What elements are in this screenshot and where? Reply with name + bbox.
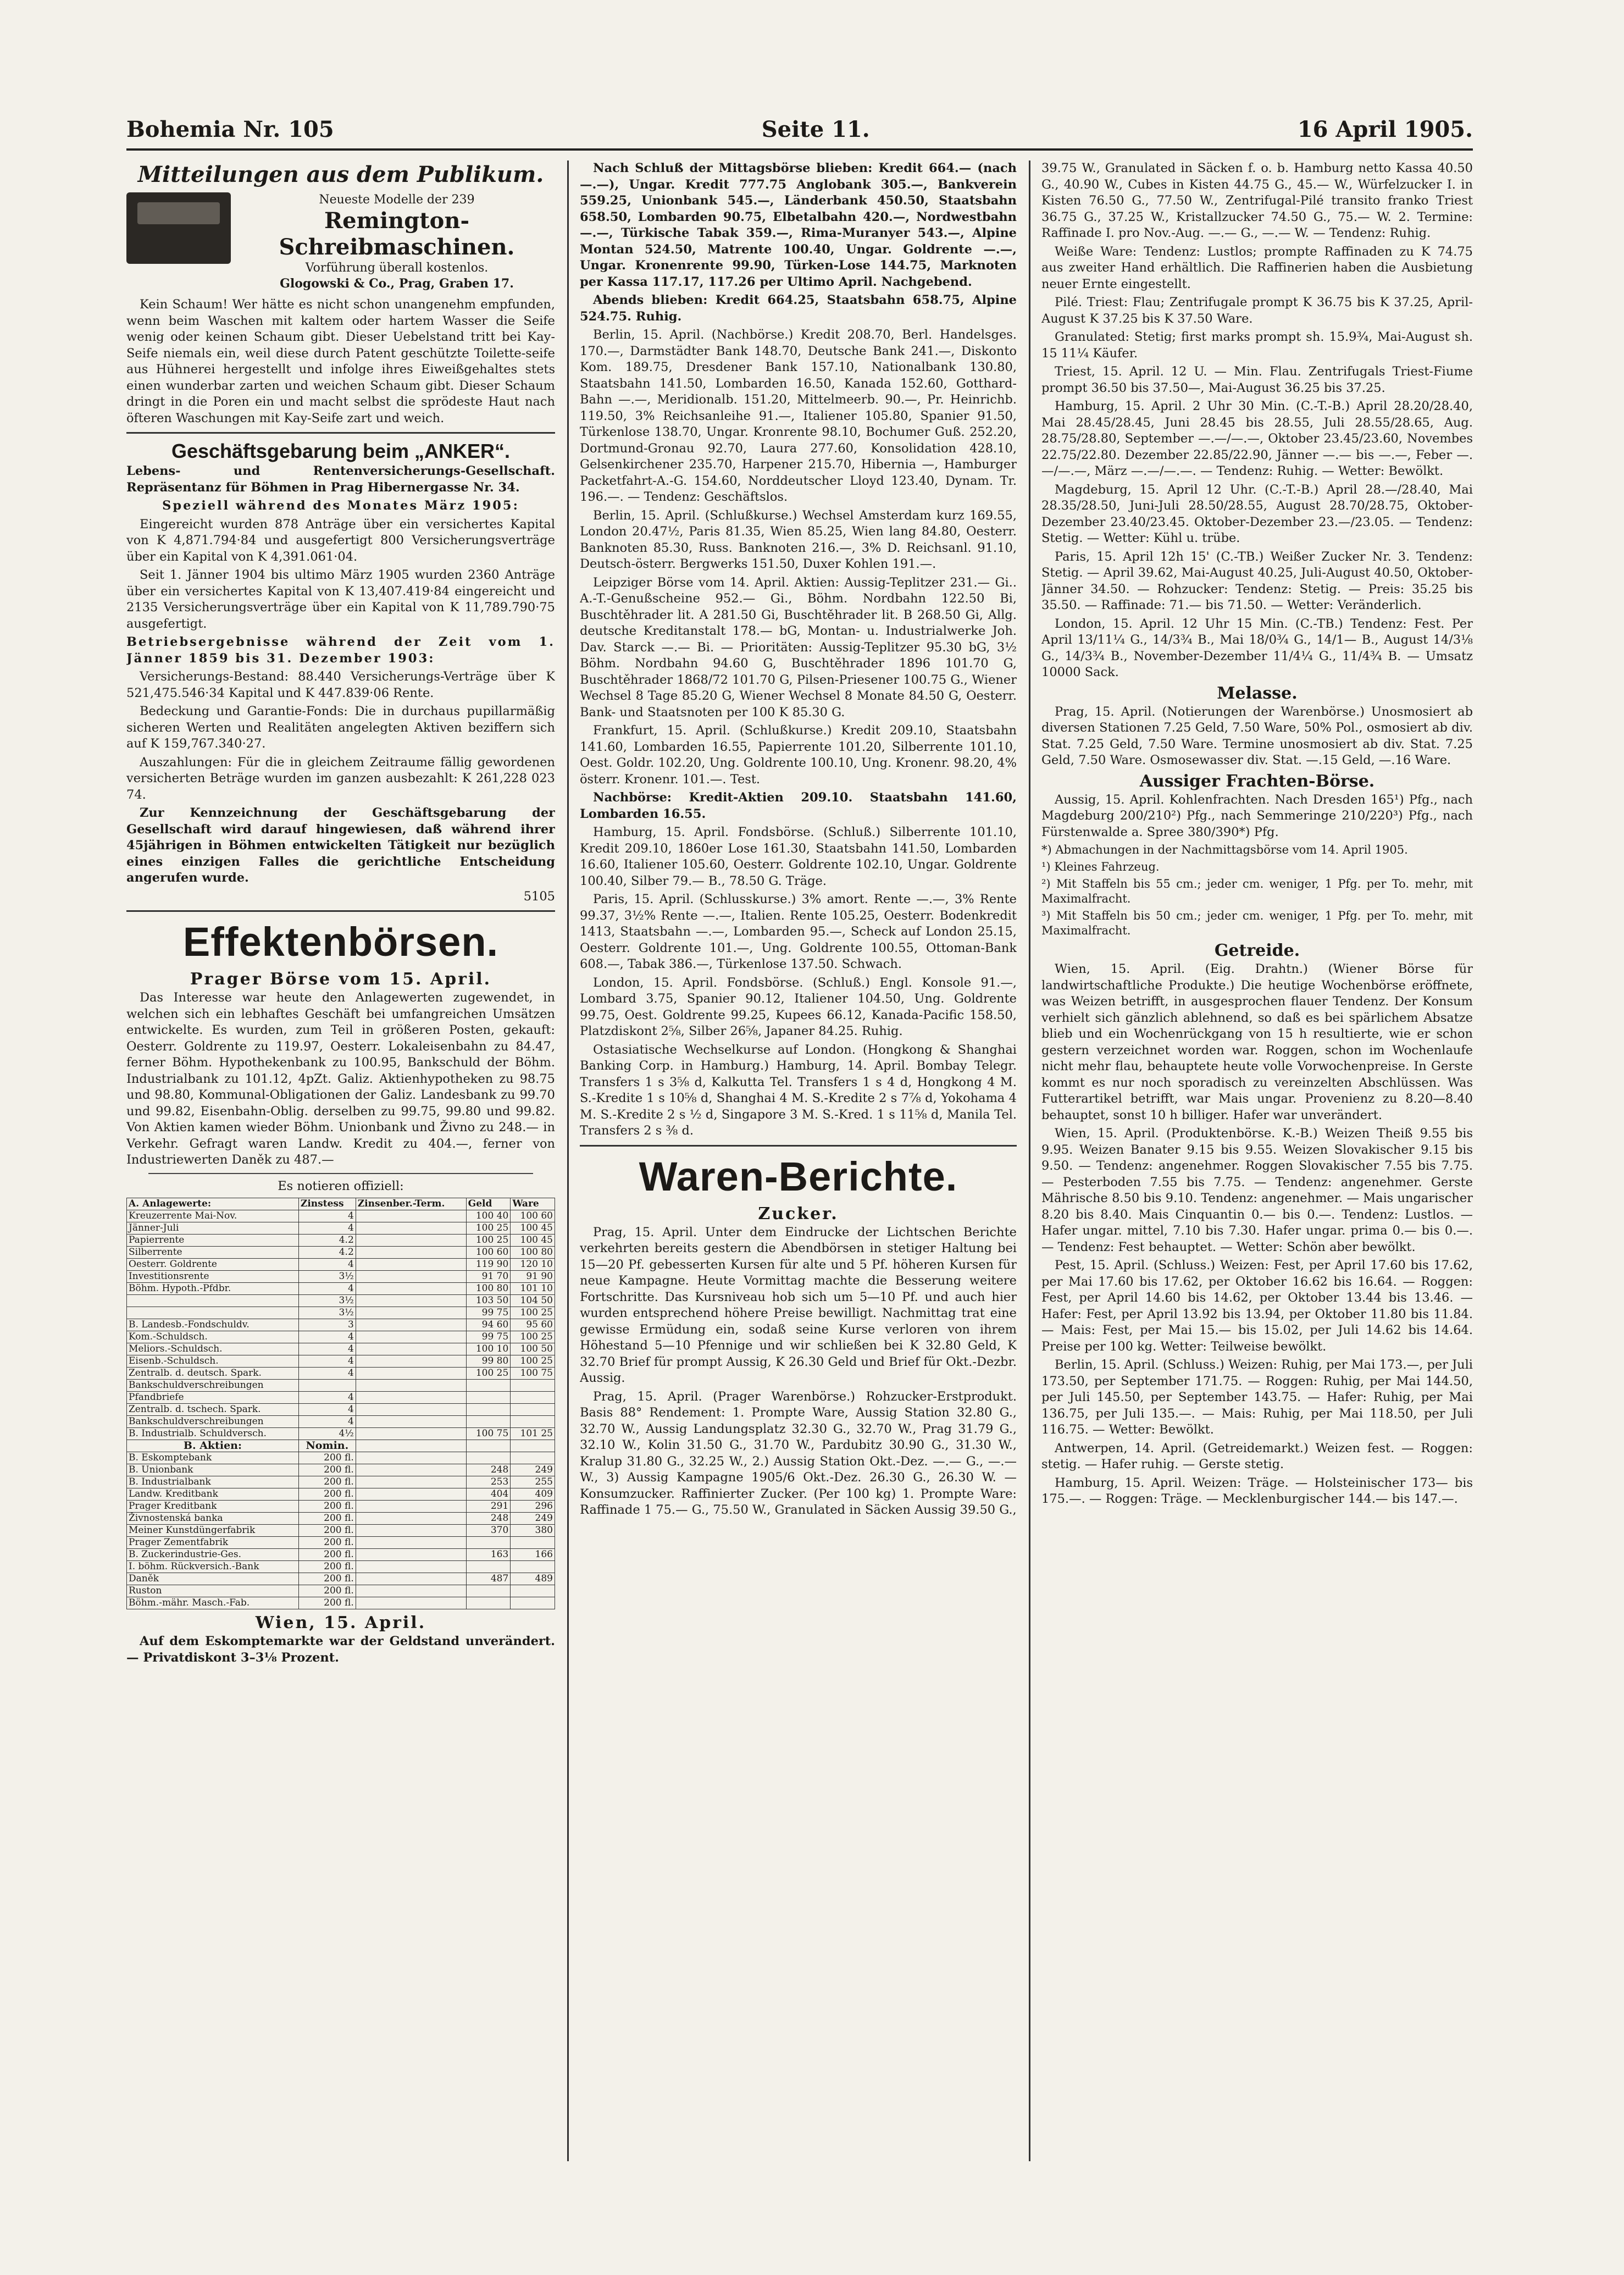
anker-number: 5105: [523, 889, 555, 904]
table-cell: 3: [298, 1319, 356, 1331]
table-cell: Živnostenská banka: [127, 1513, 299, 1525]
table-cell: 404: [466, 1488, 511, 1501]
table-cell: [356, 1355, 466, 1368]
table-cell: 489: [511, 1573, 555, 1585]
table-cell: [356, 1488, 466, 1501]
table-row: [127, 1343, 555, 1355]
table-cell: [466, 1585, 511, 1597]
table-cell: 4: [298, 1392, 356, 1404]
melasse-text: Prag, 15. April. (Notierungen der Warenbörse.) Unosmosiert ab diversen Stationen 7.25 Geld, 7.50 Ware, 50% Pol., osmosiert ab div. Stat. 7.25 Geld, 7.50 Ware. Termine unosmosiert ab div. Stat. 7.25 Geld, 7.50 Ware. Osmosewasser div. Stat. —.15 Geld, —.16 Ware.: [1041, 704, 1473, 767]
table-header-cell: Zinsenber.-Term.: [356, 1198, 466, 1210]
remington-ad-text: [239, 192, 555, 291]
table-cell: [356, 1259, 466, 1271]
table-cell: [356, 1549, 466, 1561]
table-cell: 100 25: [511, 1307, 555, 1319]
table-cell: 101 10: [511, 1283, 555, 1295]
table-cell: I. böhm. Rückversich.-Bank: [127, 1561, 299, 1573]
prager-boerse-title: Prager Börse vom 15. April.: [190, 970, 492, 989]
table-cell: Landw. Kreditbank: [127, 1488, 299, 1501]
table-cell: [356, 1222, 466, 1235]
table-cell: 249: [511, 1513, 555, 1525]
table-cell: 200 fl.: [298, 1476, 356, 1488]
table-cell: B. Industrialbank: [127, 1476, 299, 1488]
table-cell: Prager Kreditbank: [127, 1501, 299, 1513]
table-cell: [356, 1440, 466, 1452]
table-cell: [127, 1295, 299, 1307]
table-cell: 101 25: [511, 1428, 555, 1440]
table-cell: 409: [511, 1488, 555, 1501]
table-cell: Papierrente: [127, 1235, 299, 1247]
hamburg-fonds-text: Hamburg, 15. April. Fondsbörse. (Schluß.) Silberrente 101.10, Kredit 209.10, 1860er Lose 161.30, Staatsbahn 141.50, Lombarden 16.60, Italiener 105.60, Oesterr. Goldrente 102.10, Ungar. Goldrente 100.40, Silber 79.— B., 78.50 G. Träge.: [580, 825, 1017, 888]
paris-text: Paris, 15. April. (Schlusskurse.) 3% amort. Rente —.—, 3% Rente 99.37, 3½% Rente —.—, Italien. Rente 105.25, Oesterr. Bodenkredit 1413, Staatsbahn —.—, Lombarden 95.—, Scheck auf London 25.15, Oesterr. Goldrente 101.—, Ung. Goldrente 100.55, Ottoman-Bank 608.—, Tabak 386.—, Türkenlose 137.50. Schwach.: [580, 892, 1017, 971]
column-3: [1041, 160, 1473, 2161]
wien-getreide-text: Wien, 15. April. (Eig. Drahtn.) (Wiener Börse für landwirtschaftliche Produkte.) Die heutige Wochenbörse eröffnete, was Weizen betrifft, in ausgesprochen flauer Tendenz. Der Konsum verhielt sich gänzlich ablehnend, so daß es bei spärlichem Absatze blieb und ein Wochenrückgang von 15 h resultierte, wie er schon gestern verzeichnet worden war. Roggen, schon im Wochenlaufe nicht mehr flau, behauptete heute volle Vorwochenpreise. In Gerste kommt es nur noch sporadisch zu vereinzelten Abschlüssen. Was Futterartikel betrifft, war Mais ungar. Provenienz zu 8.20—8.40 behauptet, sonst 10 h billiger. Hafer war unverändert.: [1041, 962, 1473, 1122]
wien-produkten-text: Wien, 15. April. (Produktenbörse. K.-B.) Weizen Theiß 9.55 bis 9.95. Weizen Banater 9.15 bis 9.55. Weizen Slovakischer 9.15 bis 9.50. — Tendenz: angenehmer. Roggen Slovakischer 7.55 bis 7.75. — Pesterboden 7.55 bis 7.75. — Tendenz: angenehmer. Gerste Mährische 8.50 bis 9.10. Tendenz: angenehmer. — Mais ungarischer 8.20 bis 8.40. Mais Cinquantin 0.— bis 0.—. Tendenz: Lustlos. — Hafer ungar. mittel, 7.10 bis 7.30. Hafer ungar. prima 0.— bis 0.—. — Tendenz: Fest behauptet. — Wetter: Schön aber bewölkt.: [1041, 1126, 1473, 1254]
table-cell: Bankschuldverschreibungen: [127, 1380, 299, 1392]
pile-text: Pilé. Triest: Flau; Zentrifugale prompt K 36.75 bis K 37.25, April-August K 37.25 bis K 37.50 Ware.: [1041, 295, 1473, 326]
hamburg-zucker-text: Hamburg, 15. April. 2 Uhr 30 Min. (C.-T.-B.) April 28.20/28.40, Mai 28.45/28.45, Juni 28.45 bis 28.55, Juli 28.55/28.65, Aug. 28.75/28.80, September —.—/—.—, Oktober 23.45/23.60, Novembes 22.75/22.80. Dezember 22.85/22.90, Jänner —.— bis —.—, Feber —.—/—.—, März —.—/—.—. — Tendenz: Ruhig. — Wetter: Bewölkt.: [1041, 399, 1473, 478]
wien-title: Wien, 15. April.: [255, 1613, 426, 1632]
table-cell: 99 80: [466, 1355, 511, 1368]
table-cell: Pfandbriefe: [127, 1392, 299, 1404]
ad-line-4: Glogowski & Co., Prag, Graben 17.: [280, 276, 514, 291]
table-cell: B. Zuckerindustrie-Ges.: [127, 1549, 299, 1561]
table-cell: [511, 1537, 555, 1549]
column-2: [580, 160, 1017, 2161]
wien-text: Auf dem Eskomptemarkte war der Geldstand unverändert. — Privatdiskont 3–3⅛ Prozent.: [126, 1634, 555, 1665]
table-cell: Bankschuldverschreibungen: [127, 1416, 299, 1428]
column-rule: [1029, 160, 1030, 2161]
zucker-title: Zucker.: [758, 1204, 839, 1224]
granulated-text: Granulated: Stetig; first marks prompt sh. 15.9¾, Mai-August sh. 15 11¼ Käufer.: [1041, 330, 1473, 361]
table-cell: [466, 1537, 511, 1549]
table-row: [127, 1476, 555, 1488]
table-cell: 200 fl.: [298, 1549, 356, 1561]
header-date: 16 April 1905.: [1297, 116, 1473, 142]
table-header-cell: Zinstess: [298, 1198, 356, 1210]
table-cell: [356, 1585, 466, 1597]
table-cell: 100 80: [466, 1283, 511, 1295]
frachten-title: Aussiger Frachten-Börse.: [1139, 771, 1375, 791]
anker-intro: Lebens- und Rentenversicherungs-Gesellschaft. Repräsentanz für Böhmen in Prag Hibernergasse Nr. 34.: [126, 464, 555, 495]
table-cell: Meiner Kunstdüngerfabrik: [127, 1525, 299, 1537]
table-cell: [466, 1392, 511, 1404]
column-1: [126, 160, 555, 2161]
table-row: [127, 1271, 555, 1283]
table-row: [127, 1549, 555, 1561]
table-cell: [356, 1380, 466, 1392]
header-page-number: Seite 11.: [761, 116, 870, 142]
table-cell: 291: [466, 1501, 511, 1513]
table-cell: 296: [511, 1501, 555, 1513]
table-cell: 255: [511, 1476, 555, 1488]
ostasiatisch-text: Ostasiatische Wechselkurse auf London. (Hongkong & Shanghai Banking Corp. in Hamburg.) Hamburg, 14. April. Bombay Telegr. Transfers 1 s 3⅝ d, Kalkutta Tel. Transfers 1 s 4 d, Hongkong 4 M. S.-Kredite 1 s 10⅝ d, Shanghai 4 M. S.-Kredite 2 s 7⅞ d, Yokohama 4 M. S.-Kredite 2 s ½ d, Singapore 3 M. S.-Kred. 1 s 11⅝ d, Manila Tel. Transfers 2 s ⅜ d.: [580, 1042, 1017, 1138]
anker-paragraph-1: Eingereicht wurden 878 Anträge über ein versichertes Kapital von K 4,871.794·84 und ausgefertigt 800 Versicherungsverträge über ein Kapital von K 4,391.061·04.: [126, 517, 555, 564]
table-cell: [466, 1452, 511, 1464]
table-cell: 4: [298, 1368, 356, 1380]
anker-speziell: Speziell während des Monates März 1905:: [162, 499, 519, 513]
table-cell: [466, 1561, 511, 1573]
table-cell: [511, 1416, 555, 1428]
table-cell: 200 fl.: [298, 1585, 356, 1597]
frankfurt-text: Frankfurt, 15. April. (Schlußkurse.) Kredit 209.10, Staatsbahn 141.60, Lombarden 16.55, Papierrente 101.20, Silberrente 101.10, Oest. Goldr. 102.20, Ung. Goldrente 100.10, Ung. Kronenr. 98.20, 4% österr. Kronenr. 101.—. Test.: [580, 723, 1017, 787]
anker-paragraph-2: Seit 1. Jänner 1904 bis ultimo März 1905 wurden 2360 Anträge über ein versichertes Kapital von K 13,407.419·84 eingereicht und 2135 Versicherungsverträge über ein Kapital von K 11,789.790·75 ausgefertigt.: [126, 568, 555, 631]
table-cell: 100 45: [511, 1235, 555, 1247]
table-cell: [511, 1392, 555, 1404]
table-cell: [356, 1452, 466, 1464]
table-row: [127, 1585, 555, 1597]
anker-title: Geschäftsgebarung beim „ANKER“.: [171, 440, 511, 462]
table-cell: 120 10: [511, 1259, 555, 1271]
table-cell: 100 75: [511, 1368, 555, 1380]
table-row: [127, 1561, 555, 1573]
table-cell: 100 10: [466, 1343, 511, 1355]
getreide-title: Getreide.: [1214, 941, 1300, 960]
table-row: [127, 1452, 555, 1464]
table-row: [127, 1392, 555, 1404]
footnote: ¹) Kleines Fahrzeug.: [1041, 860, 1160, 873]
table-cell: 200 fl.: [298, 1573, 356, 1585]
table-row: [127, 1404, 555, 1416]
table-cell: 200 fl.: [298, 1488, 356, 1501]
table-row: [127, 1513, 555, 1525]
table-row: [127, 1355, 555, 1368]
table-cell: Oesterr. Goldrente: [127, 1259, 299, 1271]
table-cell: [356, 1210, 466, 1222]
waren-berichte-title: Waren-Berichte.: [639, 1153, 958, 1199]
table-cell: 200 fl.: [298, 1597, 356, 1609]
divider: [126, 432, 555, 434]
magdeburg-text: Magdeburg, 15. April 12 Uhr. (C.-T.-B.) April 28.—/28.40, Mai 28.35/28.50, Juni-Juli 28.50/28.55, August 28.70/28.75, Oktober-Dezember 23.40/23.45. Oktober-Dezember 23.—/23.05. — Tendenz: Stetig. — Wetter: Kühl u. trübe.: [1041, 482, 1473, 545]
zucker-continued-text: 39.75 W., Granulated in Säcken f. o. b. Hamburg netto Kassa 40.50 G., 40.90 W., Cubes in Kisten 44.75 G., 45.— W., Würfelzucker I. in Kisten 76.50 G., 77.50 W., Zentrifugal-Pilé transito franko Triest 36.75 G., 37.25 W., Kristallzucker 74.50 G., 75.— W. 2. Termine: Raffinade I. pro Nov.-Aug. —.— G., —.— W. — Tendenz: Ruhig.: [1041, 161, 1473, 240]
table-header-cell: Ware: [511, 1198, 555, 1210]
anker-paragraph-4: Bedeckung und Garantie-Fonds: Die in durchaus pupillarmäßig sicheren Werten und Realitäten angelegten Aktiven beziffern sich auf K 159,767.340·27.: [126, 704, 555, 751]
london-zucker-text: London, 15. April. 12 Uhr 15 Min. (C.-TB.) Tendenz: Fest. Per April 13/11¼ G., 14/3¾ B., Mai 18/0¾ G., 14/1— B., August 14/3⅛ G., 14/3¾ B., November-Dezember 11/4¼ G., 11/4¾ B. — Umsatz 10000 Sack.: [1041, 616, 1473, 679]
table-cell: Kreuzerrente Mai-Nov.: [127, 1210, 299, 1222]
table-cell: [356, 1597, 466, 1609]
table-cell: 370: [466, 1525, 511, 1537]
divider: [148, 1173, 533, 1174]
table-cell: [511, 1380, 555, 1392]
table-cell: [356, 1464, 466, 1476]
table-cell: [356, 1573, 466, 1585]
anker-paragraph-5: Auszahlungen: Für die in gleichem Zeitraume fällig gewordenen versicherten Beträge wurden im ganzen ausbezahlt: K 261,228 023 74.: [126, 755, 555, 802]
table-cell: 200 fl.: [298, 1452, 356, 1464]
melasse-title: Melasse.: [1217, 683, 1298, 703]
table-row: [127, 1488, 555, 1501]
table-cell: 100 45: [511, 1222, 555, 1235]
table-cell: 100 25: [466, 1235, 511, 1247]
table-cell: [356, 1476, 466, 1488]
table-cell: [356, 1283, 466, 1295]
table-cell: 104 50: [511, 1295, 555, 1307]
seife-notice: Kein Schaum! Wer hätte es nicht schon unangenehm empfunden, wenn beim Waschen mit kaltem oder hartem Wasser die Seife wenig oder keinen Schaum gibt. Dieser Uebelstand tritt bei Kay-Seife niemals ein, weil diese durch Patent geschützte Toilette-seife aus Hühnerei hergestellt und infolge ihres Eiweißgehaltes stets einen wunderbar zarten und weichen Schaum gibt. Dieser Schaum dringt in die Poren ein und macht selbst die sprödeste Haut nach öfteren Waschungen mit Kay-Seife zart und weich.: [126, 297, 555, 425]
table-cell: 100 80: [511, 1247, 555, 1259]
table-cell: [356, 1428, 466, 1440]
ad-line-3: Vorführung überall kostenlos.: [305, 261, 489, 275]
table-cell: 200 fl.: [298, 1561, 356, 1573]
table-cell: Prager Zementfabrik: [127, 1537, 299, 1549]
table-cell: [466, 1404, 511, 1416]
table-cell: 4: [298, 1222, 356, 1235]
table-cell: Kom.-Schuldsch.: [127, 1331, 299, 1343]
table-cell: [511, 1404, 555, 1416]
table-row: [127, 1416, 555, 1428]
table-cell: 100 25: [466, 1368, 511, 1380]
table-cell: [356, 1525, 466, 1537]
leipzig-text: Leipziger Börse vom 14. April. Aktien: Aussig-Teplitzer 231.— Gi.. A.-T.-Genußscheine 952.— Gi., Böhm. Nordbahn 122.50 Bi, Buschtěhrader lit. A 281.50 Gi, Buschtěhrader lit. B 268.50 Gi, Allg. deutsche Kreditanstalt 178.— bG, Montan- u. Industrialwerke Joh. Dav. Starck —.— Bi. — Prioritäten: Aussig-Teplitzer 95.30 bG, 3½ Böhm. Nordbahn 94.60 G, Buschtěhrader 1896 101.70 G, Buschtěhrader 1868/72 101.70 G, Pilsen-Priesener 100.75 G., Wiener Wechsel 8 Tage 85.20 G, Wiener Wechsel 8 Monate 84.50 G, Oesterr. Bank- und Staatsnoten per 100 K 85.30 G.: [580, 575, 1017, 719]
table-cell: Silberrente: [127, 1247, 299, 1259]
table-row: [127, 1331, 555, 1343]
zucker-prag-text: Prag, 15. April. Unter dem Eindrucke der Lichtschen Berichte verkehrten bereits gestern die Abendbörsen in stetiger Haltung bei 15—20 Pf. gebesserten Kursen für alte und 5 Pf. höheren Kursen für neue Kampagne. Heute Vormittag machte die Besserung weitere Fortschritte. Das Kursniveau hob sich um 5—10 Pf. und auch hier wurden entsprechend höhere Preise bewilligt. Nachmittag trat eine gewisse Ermüdung ein, sodaß seine Kurse verloren von ihrem Höhestand 5—10 Pfennige und wir schließen bei K 32.80 Geld, K 32.70 Brief für prompt Aussig, K 26.30 Geld und Brief für Okt.-Dezbr. Aussig.: [580, 1225, 1017, 1385]
table-row: [127, 1464, 555, 1476]
table-cell: 119 90: [466, 1259, 511, 1271]
berlin-nachboerse-text: Berlin, 15. April. (Nachbörse.) Kredit 208.70, Berl. Handelsges. 170.—, Darmstädter Bank 148.70, Deutsche Bank 241.—, Diskonto Kom. 189.75, Dresdener Bank 157.10, Nationalbank 130.80, Staatsbahn 141.50, Lombarden 16.50, Kanada 152.60, Gotthard-Bahn —.—, Meridionalb. 151.20, Mittelmeerb. 90.—, Pr. Heinrichb. 119.50, 3% Reichsanleihe 91.—, Italiener 105.80, Spanier 91.50, Türkenlose 138.70, Ungar. Kronrente 98.10, Bochumer Guß. 252.20, Dortmund-Gronau 92.70, Laura 277.60, Konsolidation 428.10, Gelsenkirchener 235.70, Harpener 215.70, Hibernia —, Hamburger Packetfahrt-A.-G. 154.60, Norddeutscher Lloyd 123.40, Dynam. Tr. 196.—. — Tendenz: Geschäftslos.: [580, 328, 1017, 504]
berlin-schluss-text: Berlin, 15. April. (Schlußkurse.) Wechsel Amsterdam kurz 169.55, London 20.47½, Paris 81.35, Wien 85.25, Wien lang 84.80, Oesterr. Banknoten 85.30, Russ. Banknoten 216.—, 3% D. Reichsanl. 91.10, Deutsch-österr. Bergwerks 151.50, Duxer Kohlen 191.—.: [580, 508, 1017, 571]
divider: [580, 1145, 1017, 1147]
table-cell: [511, 1585, 555, 1597]
table-row: [127, 1368, 555, 1380]
table-cell: 200 fl.: [298, 1501, 356, 1513]
prager-boerse-text: Das Interesse war heute den Anlagewerten zugewendet, in welchen sich ein lebhaftes Geschäft bei umfangreichen Umsätzen entwickelte. Es wurden, zum Teil in größeren Posten, gekauft: Oesterr. Goldrente zu 119.97, Oesterr. Lokaleisenbahn zu 84.47, ferner Böhm. Hypothekenbank zu 100.95, Bankschuld der Böhm. Industrialbank zu 101.12, 4pZt. Galiz. Aktienhypotheken zu 98.75 und 98.80, Kommunal-Obligationen der Galiz. Landesbank zu 99.70 und 99.82, Eisenbahn-Oblig. derselben zu 99.75, 99.80 und 99.82. Von Aktien kamen wieder Böhm. Unionbank und Živno zu 248.— in Verkehr. Gefragt waren Landw. Kredit zu 404.—, ferner von Industriewerten Daněk zu 487.—: [126, 990, 555, 1167]
table-cell: 4: [298, 1343, 356, 1355]
table-row: [127, 1573, 555, 1585]
table-cell: Daněk: [127, 1573, 299, 1585]
ad-brand: Remington-Schreibmaschinen.: [279, 208, 515, 260]
table-cell: [356, 1537, 466, 1549]
table-cell: 200 fl.: [298, 1513, 356, 1525]
divider: [126, 910, 555, 912]
table-header-cell: A. Anlagewerte:: [127, 1198, 299, 1210]
zucker-warenboerse-text: Prag, 15. April. (Prager Warenbörse.) Rohzucker-Erstprodukt. Basis 88° Rendement: 1. Prompte Ware, Aussig Station 32.80 G., 32.70 W., Aussig Landungsplatz 32.30 G., 32.70 W., Prag 31.79 G., 32.10 W., Kolin 31.50 G., 31.70 W., Pardubitz 30.90 G., 31.30 W., Kralup 31.80 G., 32.25 W., 2.) Aussig Station Okt.-Dez. —.— G., —.— W., 3) Aussig Kampagne 1905/6 Okt.-Dez. 26.30 G., 26.30 W. — Konsumzucker. Raffinierter Zucker. (Per 100 kg) 1. Prompte Ware: Raffinade 1 75.— G., 75.50 W., Granulated in Säcken Aussig 39.50 G.,: [580, 1389, 1017, 1517]
table-cell: 100 60: [511, 1210, 555, 1222]
table-cell: [356, 1271, 466, 1283]
table-cell: 3½: [298, 1307, 356, 1319]
table-cell: 200 fl.: [298, 1464, 356, 1476]
table-cell: [356, 1513, 466, 1525]
table-cell: 4: [298, 1331, 356, 1343]
table-cell: [356, 1368, 466, 1380]
table-cell: Meliors.-Schuldsch.: [127, 1343, 299, 1355]
ad-line-1: Neueste Modelle der: [319, 193, 448, 207]
table-cell: 99 75: [466, 1307, 511, 1319]
table-cell: 4: [298, 1416, 356, 1428]
ad-line-1-number: 239: [451, 193, 475, 207]
table-cell: 4½: [298, 1428, 356, 1440]
berlin-getreide-text: Berlin, 15. April. (Schluss.) Weizen: Ruhig, per Mai 173.—, per Juli 173.50, per September 171.75. — Roggen: Ruhig, per Mai 144.50, per Juli 145.50, per September 143.75. — Hafer: Ruhig, per Mai 136.75, per Juli 135.—. — Mais: Ruhig, per Mai 118.50, per Juli 116.75. — Wetter: Bewölkt.: [1041, 1358, 1473, 1437]
table-cell: Böhm. Hypoth.-Pfdbr.: [127, 1283, 299, 1295]
abends-text: Abends blieben: Kredit 664.25, Staatsbahn 658.75, Alpine 524.75. Ruhig.: [580, 293, 1017, 324]
remington-ad: [126, 192, 555, 291]
table-cell: 95 60: [511, 1319, 555, 1331]
table-cell: [356, 1561, 466, 1573]
newspaper-page: [126, 110, 1473, 2182]
hamburg-getreide-text: Hamburg, 15. April. Weizen: Träge. — Holsteinischer 173— bis 175.—. — Roggen: Träge. — Mecklenburgischer 144.— bis 147.—.: [1041, 1475, 1473, 1506]
table-cell: [356, 1319, 466, 1331]
table-row: [127, 1501, 555, 1513]
table-cell: B. Aktien:: [127, 1440, 299, 1452]
table-cell: [356, 1501, 466, 1513]
table-row: [127, 1283, 555, 1295]
anker-betrieb: Betriebsergebnisse während der Zeit vom 1. Jänner 1859 bis 31. Dezember 1903:: [126, 635, 555, 666]
table-cell: Jänner-Juli: [127, 1222, 299, 1235]
table-cell: [356, 1307, 466, 1319]
table-cell: 3½: [298, 1295, 356, 1307]
table-cell: 4: [298, 1259, 356, 1271]
table-cell: [466, 1416, 511, 1428]
table-row: [127, 1247, 555, 1259]
table-header-cell: Geld: [466, 1198, 511, 1210]
table-cell: 100 25: [511, 1331, 555, 1343]
table-cell: [356, 1416, 466, 1428]
table-cell: 103 50: [466, 1295, 511, 1307]
table-cell: 163: [466, 1549, 511, 1561]
table-cell: Zentralb. d. tschech. Spark.: [127, 1404, 299, 1416]
table-cell: [356, 1235, 466, 1247]
table-cell: 4: [298, 1404, 356, 1416]
table-cell: 487: [466, 1573, 511, 1585]
mittagsboerse-text: Nach Schluß der Mittagsbörse blieben: Kredit 664.— (nach —.—), Ungar. Kredit 777.75 Anglobank 305.—, Bankverein 559.25, Unionbank 545.—, Länderbank 450.50, Staatsbahn 658.50, Lombarden 90.75, Elbetalbahn 420.—, Nordwestbahn —.—, Türkische Tabak 359.—, Rima-Muranyer 543.—, Alpine Montan 524.50, Matrente 100.40, Ungar. Goldrente —.—, Ungar. Kronenrente 99.90, Türken-Lose 144.75, Marknoten per Kassa 117.17, 117.26 per Ultimo April. Nachgebend.: [580, 161, 1017, 289]
table-cell: [356, 1343, 466, 1355]
table-cell: [511, 1561, 555, 1573]
antwerpen-text: Antwerpen, 14. April. (Getreidemarkt.) Weizen fest. — Roggen: stetig. — Hafer ruhig. — Gerste stetig.: [1041, 1441, 1473, 1471]
table-cell: Böhm.-mähr. Masch.-Fab.: [127, 1597, 299, 1609]
table-cell: B. Landesb.-Fondschuldv.: [127, 1319, 299, 1331]
table-cell: Nomin.: [298, 1440, 356, 1452]
table-cell: B. Eskomptebank: [127, 1452, 299, 1464]
footnote: ³) Mit Staffeln bis 50 cm.; jeder cm. weniger, 1 Pfg. per To. mehr, mit Maximalfracht.: [1041, 909, 1473, 937]
footnote: *) Abmachungen in der Nachmittagsbörse vom 14. April 1905.: [1041, 843, 1408, 856]
table-cell: 99 75: [466, 1331, 511, 1343]
table-cell: 100 25: [511, 1355, 555, 1368]
typewriter-illustration: [126, 192, 231, 264]
header-masthead: Bohemia Nr. 105: [126, 116, 334, 142]
table-row: [127, 1428, 555, 1440]
table-cell: B. Industrialb. Schuldversch.: [127, 1428, 299, 1440]
table-cell: 248: [466, 1513, 511, 1525]
table-cell: [356, 1404, 466, 1416]
table-cell: [356, 1247, 466, 1259]
table-cell: 100 60: [466, 1247, 511, 1259]
table-row: [127, 1597, 555, 1609]
table-cell: [298, 1380, 356, 1392]
nachboerse-text: Nachbörse: Kredit-Aktien 209.10. Staatsbahn 141.60, Lombarden 16.55.: [580, 790, 1017, 821]
table-cell: Ruston: [127, 1585, 299, 1597]
anker-paragraph-6: Zur Kennzeichnung der Geschäftsgebarung der Gesellschaft wird darauf hingewiesen, daß während ihrer 45jährigen in Böhmen entwickelten Tätigkeit nur bezüglich eines einzigen Falles die gerichtliche Entscheidung angerufen wurde.: [126, 806, 555, 885]
table-cell: Investitionsrente: [127, 1271, 299, 1283]
table-cell: 4: [298, 1283, 356, 1295]
table-cell: [511, 1597, 555, 1609]
table-section-header: [127, 1440, 555, 1452]
table-cell: 91 70: [466, 1271, 511, 1283]
table-cell: 4.2: [298, 1247, 356, 1259]
table-row: [127, 1380, 555, 1392]
triest-text: Triest, 15. April. 12 U. — Min. Flau. Zentrifugals Triest-Fiume prompt 36.50 bis 37.50—, Mai-August 36.25 bis 37.25.: [1041, 364, 1473, 395]
table-cell: 200 fl.: [298, 1537, 356, 1549]
effekten-title: Effektenbörsen.: [182, 919, 499, 965]
table-cell: 253: [466, 1476, 511, 1488]
table-cell: 3½: [298, 1271, 356, 1283]
table-cell: 200 fl.: [298, 1525, 356, 1537]
table-cell: 249: [511, 1464, 555, 1476]
table-cell: 91 90: [511, 1271, 555, 1283]
table-row: [127, 1537, 555, 1549]
table-cell: 100 25: [466, 1222, 511, 1235]
table-cell: [511, 1440, 555, 1452]
weisse-ware-text: Weiße Ware: Tendenz: Lustlos; prompte Raffinaden zu K 74.75 aus zweiter Hand erhältlich. Die Raffinerien haben die Ausbietung neuer Ernte eingestellt.: [1041, 244, 1473, 291]
table-row: [127, 1525, 555, 1537]
table-cell: 166: [511, 1549, 555, 1561]
table-cell: [127, 1307, 299, 1319]
table-cell: [466, 1440, 511, 1452]
table-cell: 4.2: [298, 1235, 356, 1247]
table-cell: 380: [511, 1525, 555, 1537]
frachten-text: Aussig, 15. April. Kohlenfrachten. Nach Dresden 165¹) Pfg., nach Magdeburg 200/210²) Pfg., nach Semmeringe 210/220³) Pfg., nach Fürstenwalde a. Spree 380/390*) Pfg.: [1041, 792, 1473, 839]
page-header: [126, 110, 1473, 151]
london-text: London, 15. April. Fondsbörse. (Schluß.) Engl. Konsole 91.—, Lombard 3.75, Spanier 90.12, Italiener 104.50, Ung. Goldrente 99.75, Oest. Goldrente 99.25, Kupees 66.12, Kanada-Pacific 158.50, Platzdiskont 2⅝, Silber 26⅝, Japaner 84.25. Ruhig.: [580, 975, 1017, 1038]
table-row: [127, 1319, 555, 1331]
table-cell: [356, 1392, 466, 1404]
table-row: [127, 1295, 555, 1307]
table-cell: [466, 1597, 511, 1609]
table-cell: 94 60: [466, 1319, 511, 1331]
quotes-table: [126, 1198, 555, 1609]
table-cell: [356, 1331, 466, 1343]
table-cell: 4: [298, 1210, 356, 1222]
table-header-row: [127, 1198, 555, 1210]
table-cell: [466, 1380, 511, 1392]
table-row: [127, 1210, 555, 1222]
footnote: ²) Mit Staffeln bis 55 cm.; jeder cm. weniger, 1 Pfg. per To. mehr, mit Maximalfracht.: [1041, 877, 1473, 905]
table-cell: 100 50: [511, 1343, 555, 1355]
table-cell: Eisenb.-Schuldsch.: [127, 1355, 299, 1368]
table-cell: 100 40: [466, 1210, 511, 1222]
mitteilungen-title: Mitteilungen aus dem Publikum.: [137, 162, 544, 187]
table-row: [127, 1222, 555, 1235]
table-cell: Zentralb. d. deutsch. Spark.: [127, 1368, 299, 1380]
anker-paragraph-3: Versicherungs-Bestand: 88.440 Versicherungs-Verträge über K 521,475.546·34 Kapital und K 447.839·06 Rente.: [126, 669, 555, 700]
notieren-heading: Es notieren offiziell:: [278, 1178, 404, 1193]
table-cell: 248: [466, 1464, 511, 1476]
paris-zucker-text: Paris, 15. April 12h 15' (C.-TB.) Weißer Zucker Nr. 3. Tendenz: Stetig. — April 39.62, Mai-August 40.25, Juli-August 40.50, Oktober-Jänner 34.50. — Rohzucker: Tendenz: Stetig. — Preis: 35.25 bis 35.50. — Raffinade: 71.— bis 71.50. — Wetter: Veränderlich.: [1041, 549, 1473, 612]
table-cell: [356, 1295, 466, 1307]
pest-text: Pest, 15. April. (Schluss.) Weizen: Fest, per April 17.60 bis 17.62, per Mai 17.60 bis 17.62, per Oktober 16.62 bis 16.64. — Roggen: Fest, per April 14.60 bis 14.62, per Oktober 13.44 bis 13.46. — Hafer: Fest, per April 13.92 bis 13.94, per Oktober 11.80 bis 11.84. — Mais: Fest, per Mai 15.— bis 15.02, per Juli 14.62 bis 14.64. Preise per 100 kg. Wetter: Teilweise bewölkt.: [1041, 1258, 1473, 1354]
table-cell: B. Unionbank: [127, 1464, 299, 1476]
table-cell: [511, 1452, 555, 1464]
column-rule: [567, 160, 569, 2161]
table-row: [127, 1259, 555, 1271]
table-row: [127, 1307, 555, 1319]
table-row: [127, 1235, 555, 1247]
table-cell: 4: [298, 1355, 356, 1368]
table-cell: 100 75: [466, 1428, 511, 1440]
